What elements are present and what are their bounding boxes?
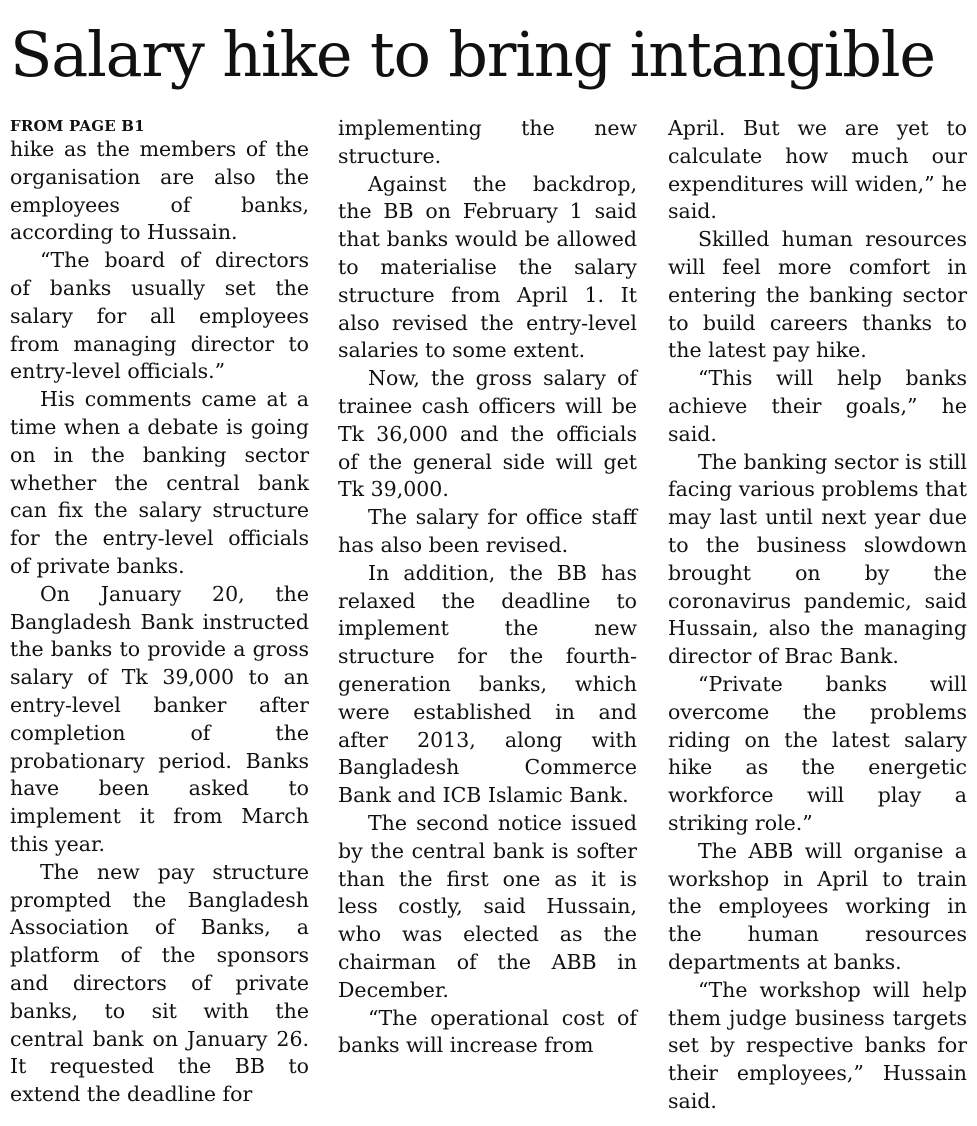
- paragraph: His comments came at a time when a debate is going on in the banking sector whether the central bank can fix the salary structure for the entry-level officials of private banks.: [10, 387, 309, 578]
- paragraph: The new pay structure prompted the Bangladesh Association of Banks, a platform of the sponsors and directors of private banks, to sit with the central bank on January 26. It requested the BB to extend the deadline for: [10, 859, 309, 1107]
- paragraph: The second notice issued by the central bank is softer than the first one as it is less costly, said Hussain, who was elected as the chairman of the ABB in December.: [338, 810, 637, 1002]
- column-2: [338, 115, 637, 1060]
- paragraph: hike as the members of the organisation are also the employees of banks, according to Hussain.: [10, 137, 309, 245]
- paragraph: Skilled human resources will feel more comfort in entering the banking sector to build careers thanks to the latest pay hike.: [668, 227, 967, 363]
- paragraph: “Private banks will overcome the problems riding on the latest salary hike as the energetic workforce will play a striking role.”: [668, 671, 967, 835]
- paragraph: implementing the new structure.: [338, 116, 637, 168]
- paragraph: Now, the gross salary of trainee cash officers will be Tk 36,000 and the officials of the general side will get Tk 39,000.: [338, 366, 637, 502]
- paragraph: Against the backdrop, the BB on February 1 said that banks would be allowed to materialise the salary structure from April 1. It also revised the entry-level salaries to some extent.: [338, 171, 637, 363]
- column-3: [668, 115, 967, 1116]
- paragraph: “The workshop will help them judge business targets set by respective banks for their employees,” Hussain said.: [668, 977, 967, 1113]
- paragraph: The banking sector is still facing various problems that may last until next year due to the business slowdown brought on by the coronavirus pandemic, said Hussain, also the managing director of Brac Bank.: [668, 449, 967, 669]
- paragraph: “The operational cost of banks will increase from: [338, 1005, 637, 1058]
- headline: Salary hike to bring intangible: [10, 18, 935, 91]
- paragraph: “The board of directors of banks usually set the salary for all employees from managing director to entry-level officials.”: [10, 248, 309, 384]
- paragraph: In addition, the BB has relaxed the deadline to implement the new structure for the fourth-generation banks, which were established in and after 2013, along with Bangladesh Commerce Bank and ICB Islamic Bank.: [338, 560, 637, 808]
- column-1: [10, 115, 309, 1109]
- paragraph: “This will help banks achieve their goals,” he said.: [668, 366, 967, 446]
- paragraph: The salary for office staff has also been revised.: [338, 505, 637, 557]
- continued-from-label: FROM PAGE B1: [10, 117, 145, 135]
- paragraph: April. But we are yet to calculate how much our expenditures will widen,” he said.: [668, 116, 967, 224]
- paragraph: On January 20, the Bangladesh Bank instructed the banks to provide a gross salary of Tk 39,000 to an entry-level banker after completion of the probationary period. Banks have been asked to implement it from March this year.: [10, 581, 309, 856]
- paragraph: The ABB will organise a workshop in April to train the employees working in the human resources departments at banks.: [668, 838, 967, 974]
